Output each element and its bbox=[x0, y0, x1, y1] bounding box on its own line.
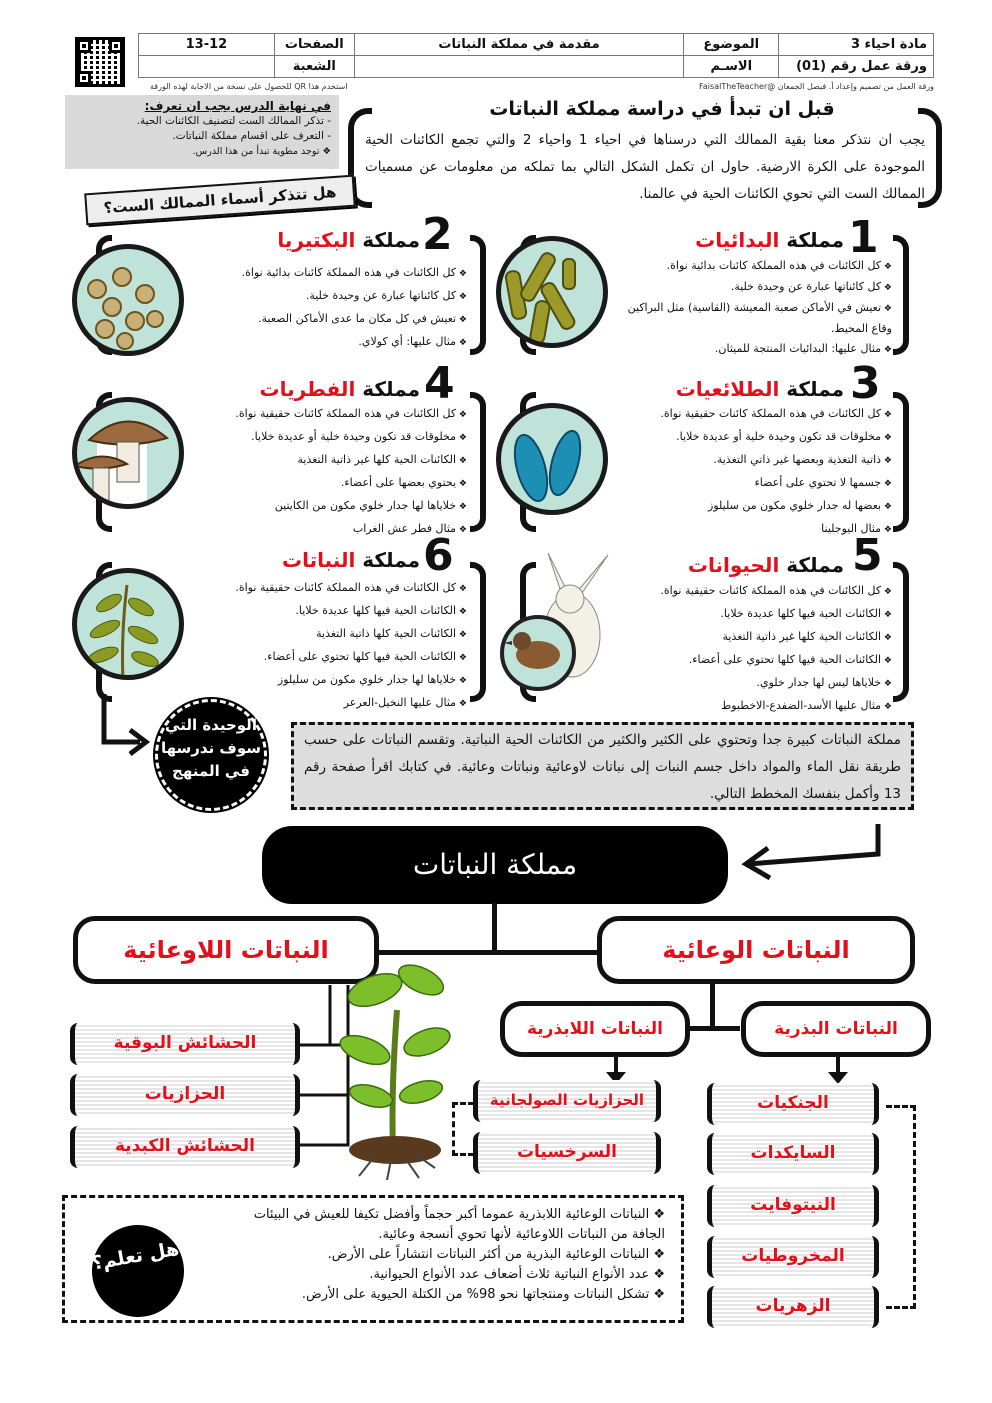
kingdom-fact: ❖ يحتوي بعضها على أعضاء. bbox=[167, 472, 467, 495]
kingdom-fact: ❖ ذاتية التغذية وبعضها غير ذاتي التغذية. bbox=[592, 449, 892, 472]
kingdom-fact: ❖ مخلوقات قد تكون وحيدة خلية أو عديدة خلايا. bbox=[167, 426, 467, 449]
tree-connector bbox=[492, 903, 497, 953]
kingdom-fact: ❖ كل الكائنات في هذه المملكة كائنات حقيقية نواة. bbox=[592, 403, 892, 426]
kingdom-name: الفطريات bbox=[259, 377, 356, 401]
tree-connector bbox=[690, 1026, 740, 1031]
objective-item: - تذكر الممالك الست لتصنيف الكائنات الحية. bbox=[136, 115, 331, 127]
qr-corner bbox=[77, 39, 91, 53]
kingdom-fact: ❖ الكائنات الحية فيها كلها تحتوي على أعضاء. bbox=[167, 646, 467, 669]
seed-group-bracket bbox=[886, 1105, 916, 1309]
fungi-illustration bbox=[72, 402, 179, 509]
kingdom-name: البدائيات bbox=[695, 228, 780, 252]
kingdom-fact: ❖ الكائنات الحية كلها غير ذاتية التغذية bbox=[167, 449, 467, 472]
kingdom-fact: ❖ مخلوقات قد تكون وحيدة خلية أو عديدة خلايا. bbox=[592, 426, 892, 449]
qr-corner bbox=[77, 71, 91, 85]
kingdom-number: 2 bbox=[422, 209, 453, 260]
kingdom-list bbox=[592, 403, 892, 541]
kingdom-bracket bbox=[893, 562, 909, 702]
section-label: الشعبة bbox=[274, 56, 354, 78]
arrow-icon bbox=[96, 690, 156, 760]
kingdom-prefix: مملكة bbox=[786, 228, 844, 252]
kingdom-title bbox=[282, 548, 420, 572]
seed-group-item: السايكدات bbox=[707, 1133, 879, 1175]
kingdom-fact: ❖ تعيش في الأماكن صعبة المعيشة (القاسية) مثل البراكين وقاع المحيط. bbox=[614, 298, 892, 339]
kingdom-fact: ❖ مثال عليها: البدائيات المنتجة للميثان. bbox=[614, 339, 892, 360]
plant-kingdom-root: مملكة النباتات bbox=[262, 826, 728, 904]
kingdom-title bbox=[277, 228, 420, 252]
only-studied-badge: الوحيدة التي سوف ندرسها في المنهج bbox=[155, 699, 267, 811]
bacteria-image bbox=[72, 244, 184, 356]
kingdom-fact: ❖ كل الكائنات في هذه المملكة كائنات بدائية نواة. bbox=[192, 262, 467, 285]
kingdom-fact: ❖ مثال عليها الأسد-الضفدع-الاخطبوط bbox=[592, 695, 892, 718]
section-field[interactable] bbox=[139, 56, 275, 78]
kingdom-fact: ❖ الكائنات الحية فيها كلها عديدة خلايا. bbox=[167, 600, 467, 623]
qr-note: استخدم هذا QR للحصول على نسخة من الاجابة لهذه الورقة bbox=[150, 82, 348, 91]
intro-text: يجب ان نتذكر معنا بقية الممالك التي درسناها في احياء 1 واحياء 2 والتي تجمع الكائنات الحية الموجودة على الكرة الارضية. حاول ان تكمل الشكل التالي بما تملكه من معلومات عن مسميات الممالك الست التي تحوي الكائنات الحية في عالمنا. bbox=[365, 132, 926, 202]
kingdom-number: 4 bbox=[424, 358, 455, 409]
protist-illustration bbox=[496, 408, 603, 515]
kingdom-prefix: مملكة bbox=[786, 377, 844, 401]
intro-title: قبل ان تبدأ في دراسة مملكة النباتات bbox=[489, 98, 835, 120]
kingdom-fact: ❖ كل الكائنات في هذه المملكة كائنات حقيقية نواة. bbox=[167, 577, 467, 600]
nonvascular-group-item: الحشائش البوقية bbox=[70, 1023, 300, 1065]
kingdom-title bbox=[676, 377, 844, 401]
kingdom-fact: ❖ كل الكائنات في هذه المملكة كائنات حقيقية نواة. bbox=[167, 403, 467, 426]
seed-group-item: الجنكيات bbox=[707, 1083, 879, 1125]
bacteria-illustration bbox=[72, 249, 179, 356]
kingdom-bracket bbox=[470, 392, 486, 532]
seed-group-item: المخروطيات bbox=[707, 1236, 879, 1278]
kingdom-list bbox=[592, 580, 892, 718]
kingdom-fact: ❖ خلاياها ليس لها جدار خلوي. bbox=[592, 672, 892, 695]
kingdom-number: 5 bbox=[852, 530, 883, 581]
kingdom-fact: ❖ خلاياها لها جدار خلوي مكون من الكايتين bbox=[167, 495, 467, 518]
sprout-illustration bbox=[335, 950, 455, 1180]
vascular-plants: النباتات الوعائية bbox=[597, 916, 915, 984]
seedless-group-bracket bbox=[452, 1102, 474, 1156]
did-you-know-list bbox=[235, 1205, 665, 1305]
kingdom-fact: ❖ كل الكائنات في هذه المملكة كائنات حقيقية نواة. bbox=[592, 580, 892, 603]
kingdom-fact: ❖ الكائنات الحية فيها كلها عديدة خلايا. bbox=[592, 603, 892, 626]
kingdom-title bbox=[695, 228, 844, 252]
kingdom-fact: ❖ جسمها لا تحتوي على أعضاء bbox=[592, 472, 892, 495]
kingdom-number: 3 bbox=[850, 358, 881, 409]
kingdom-fact: ❖ خلاياها لها جدار خلوي مكون من سليلوز bbox=[167, 669, 467, 692]
archaea-image bbox=[496, 236, 608, 348]
kingdom-name: النباتات bbox=[281, 548, 356, 572]
kingdom-fact: ❖ كل كائناتها عبارة عن وحيدة خلية. bbox=[614, 277, 892, 298]
nonvascular-plants: النباتات اللاوعائية bbox=[73, 916, 379, 984]
nonvascular-group-item: الحشائش الكبدية bbox=[70, 1126, 300, 1168]
kingdom-bracket bbox=[893, 392, 909, 532]
kingdom-list bbox=[167, 403, 467, 541]
kingdom-fact: ❖ مثال فطر عش الغراب bbox=[167, 518, 467, 541]
kingdom-prefix: مملكة bbox=[362, 377, 420, 401]
objective-item: ❖ توجد مطوية تبدأ من هذا الدرس. bbox=[192, 146, 331, 157]
kingdom-name: الحيوانات bbox=[687, 553, 780, 577]
name-label: الاسـم bbox=[684, 56, 779, 78]
arrow-to-root-icon bbox=[728, 820, 898, 890]
kingdom-prefix: مملكة bbox=[362, 228, 420, 252]
did-you-know-badge: هل تعلم؟ bbox=[85, 1218, 192, 1325]
kingdom-fact: ❖ الكائنات الحية كلها غير ذاتية التغذية bbox=[592, 626, 892, 649]
objectives-box bbox=[65, 95, 339, 169]
kingdom-fact: ❖ مثال عليها: أي كولاي. bbox=[192, 331, 467, 354]
kingdom-fact: ❖ الكائنات الحية فيها كلها تحتوي على أعضاء. bbox=[592, 649, 892, 672]
six-kingdoms-banner: هل تتذكر أسماء الممالك الست؟ bbox=[84, 175, 356, 226]
kingdom-fact: ❖ بعضها له جدار خلوي مكون من سليلوز bbox=[592, 495, 892, 518]
qr-code[interactable] bbox=[75, 37, 125, 87]
kingdom-list bbox=[167, 577, 467, 715]
tree-connector bbox=[710, 984, 715, 1030]
kingdom-name: الطلائعيات bbox=[675, 377, 780, 401]
seedless-group-item: الحزازيات الصولجانية bbox=[473, 1080, 661, 1122]
kingdom-bracket bbox=[470, 235, 486, 355]
topic-value: مقدمة في مملكة النباتات bbox=[354, 34, 683, 56]
objectives-title: في نهاية الدرس يجب ان تعرف: bbox=[144, 99, 331, 113]
seed-plants: النباتات البذرية bbox=[741, 1001, 931, 1057]
objective-item: - التعرف على اقسام مملكة النباتات. bbox=[172, 130, 331, 142]
kingdom-number: 1 bbox=[848, 212, 879, 263]
credit-text: ورقة العمل من تصميم وإعداد أ. فيصل الجمعان @FaisalTheTeacher bbox=[699, 82, 934, 91]
kingdom-fact: ❖ كل كائناتها عبارة عن وحيدة خلية. bbox=[192, 285, 467, 308]
kingdom-bracket bbox=[470, 562, 486, 702]
header-table bbox=[138, 33, 934, 78]
kingdom-fact: ❖ تعيش في كل مكان ما عدى الأماكن الصعبة. bbox=[192, 308, 467, 331]
pages-value: 13-12 bbox=[139, 34, 275, 56]
topic-label: الموضوع bbox=[684, 34, 779, 56]
kingdom-prefix: مملكة bbox=[362, 548, 420, 572]
seed-group-item: النيتوفايت bbox=[707, 1185, 879, 1227]
archaea-illustration bbox=[496, 241, 603, 348]
did-you-know-fact: ❖ عدد الأنواع النباتية ثلاث أضعاف عدد الأنواع الحيوانية. bbox=[235, 1265, 665, 1285]
kingdom-number: 6 bbox=[423, 530, 454, 581]
seedless-group-item: السرخسيات bbox=[473, 1132, 661, 1174]
plants-description: مملكة النباتات كبيرة جدا وتحتوي على الكثير والكثير من الكائنات الحية النباتية. وتقسم النباتات على حسب طريقة نقل الماء والمواد داخل جسم النبات إلى نباتات لاوعائية ونباتات وعائية. في كتابك اقرأ صفحة رقم 13 وأكمل بنفسك المخطط التالي. bbox=[291, 722, 914, 810]
nonvascular-group-item: الحزازيات bbox=[70, 1074, 300, 1116]
worksheet-number: ورقة عمل رقم (01) bbox=[779, 56, 934, 78]
kingdom-bracket bbox=[893, 235, 909, 355]
down-arrow-icon bbox=[820, 1056, 856, 1086]
kingdom-fact: ❖ الكائنات الحية كلها ذاتية التغذية bbox=[167, 623, 467, 646]
kingdom-fact: ❖ كل الكائنات في هذه المملكة كائنات بدائية نواة. bbox=[614, 256, 892, 277]
subject-cell: مادة احياء 3 bbox=[779, 34, 934, 56]
did-you-know-fact: ❖ النباتات الوعائية البذرية من أكثر النباتات انتشاراً على الأرض. bbox=[235, 1245, 665, 1265]
kingdom-prefix: مملكة bbox=[786, 553, 844, 577]
kingdom-fact: ❖ مثال عليها النخيل-العرعر bbox=[167, 692, 467, 715]
kingdom-title bbox=[688, 553, 844, 577]
seedless-plants: النباتات اللابذرية bbox=[500, 1001, 690, 1057]
kingdom-title bbox=[260, 377, 421, 401]
pages-label: الصفحات bbox=[274, 34, 354, 56]
name-field[interactable] bbox=[354, 56, 683, 78]
qr-corner bbox=[109, 39, 123, 53]
kingdom-fact: ❖ مثال اليوجلينا bbox=[592, 518, 892, 541]
seed-group-item: الزهريات bbox=[707, 1286, 879, 1328]
did-you-know-fact: ❖ النباتات الوعائية اللابذرية عموما أكبر حجماً وأفضل تكيفا للعيش في البيئات الجافة من النباتات اللاوعائية لأنها تحوي أنسجة وعائية. bbox=[235, 1205, 665, 1245]
kingdom-list bbox=[614, 256, 892, 360]
plants-illustration bbox=[72, 573, 179, 680]
kingdom-list bbox=[192, 262, 467, 354]
kingdom-name: البكتيريا bbox=[277, 228, 356, 252]
did-you-know-fact: ❖ تشكل النباتات ومنتجاتها نحو 98% من الكتلة الحيوية على الأرض. bbox=[235, 1285, 665, 1305]
